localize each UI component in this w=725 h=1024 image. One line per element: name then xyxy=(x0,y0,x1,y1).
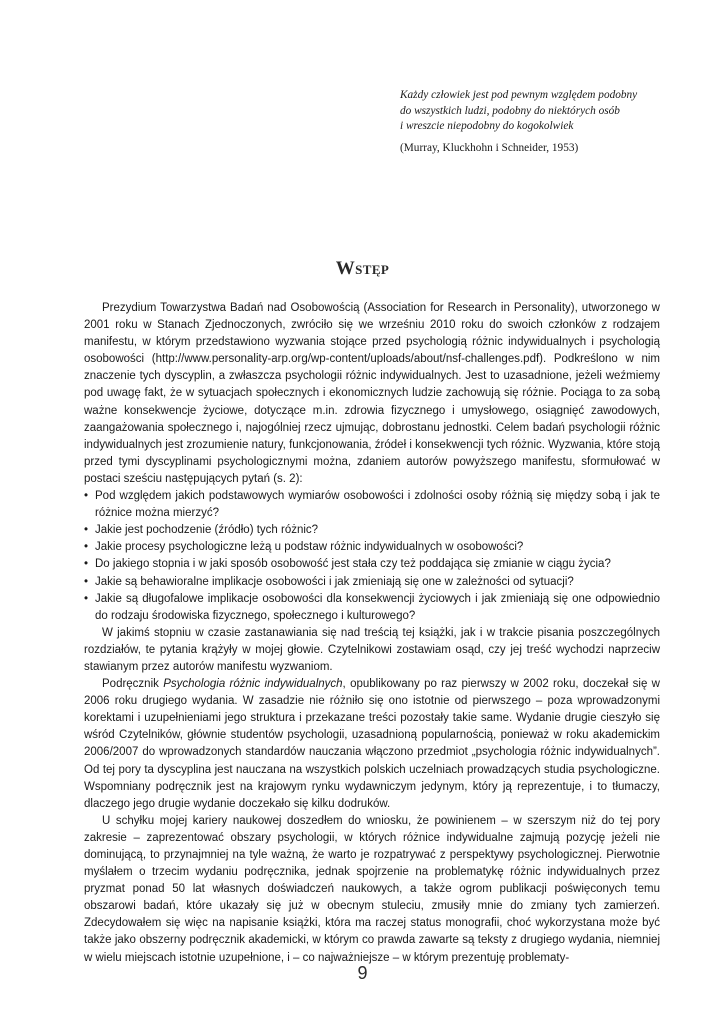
bullet-icon xyxy=(84,488,88,505)
paragraph-text: Podręcznik xyxy=(102,678,164,691)
list-item-text: Jakie procesy psychologiczne leżą u podstaw różnic indywidualnych w osobowości? xyxy=(95,541,524,554)
list-item-text: Jakie jest pochodzenie (źródło) tych różnic? xyxy=(95,524,319,537)
list-item xyxy=(84,488,660,522)
list-item-text: Jakie są długofalowe implikacje osobowości dla konsekwencji życiowych i jak zmieniają się one odpowiednio do rodzaju środowiska fizycznego, społecznego i kulturowego? xyxy=(95,592,660,622)
bullet-icon xyxy=(84,539,88,556)
list-item xyxy=(84,591,660,625)
chapter-title: Wstęp xyxy=(335,258,390,279)
paragraph: Prezydium Towarzystwa Badań nad Osobowością (Association for Research in Personality), utworzonego w 2001 roku w Stanach Zjednoczonych, zwróciło się we wrześniu 2010 roku do swoich członków z rodzajem manifestu, w którym przedstawiono wyzwania stojące przed psychologią różnic indywidualnych i psychologią osobowości (http://www.personality-arp.org/wp-content/uploads/about/nsf-challenges.pdf). Podkreślono w nim znaczenie tych dyscyplin, a zwłaszcza psychologii różnic indywidualnych. Jest to uzasadnione, jeżeli weźmiemy pod uwagę fakt, że w sytuacjach społecznych i ekonomicznych ludzie zachowują się różnie. Pociąga to za sobą ważne konsekwencje życiowe, dotyczące m.in. zdrowia fizycznego i umysłowego, osiągnięć zawodowych, zaangażowania społecznego i, najogólniej rzecz ujmując, dobrostanu jednostki. Celem badań psychologii różnic indywidualnych jest zrozumienie natury, funkcjonowania, źródeł i konsekwencji tych różnic. Wyzwania, które stoją przed tymi dyscyplinami psychologicznymi można, zdaniem autorów powyższego manifestu, sformułować w postaci sześciu następujących pytań (s. 2): xyxy=(84,302,660,485)
bullet-icon xyxy=(84,591,88,608)
question-list xyxy=(84,488,660,625)
epigraph-source: (Murray, Kluckhohn i Schneider, 1953) xyxy=(400,141,579,154)
book-title: Psychologia różnic indywidualnych xyxy=(163,678,343,691)
page-number: 9 xyxy=(357,963,368,983)
epigraph-line: Każdy człowiek jest pod pewnym względem podobny xyxy=(400,89,638,101)
paragraph xyxy=(84,676,660,813)
bullet-icon xyxy=(84,522,88,539)
bullet-icon xyxy=(84,556,88,573)
epigraph-line: do wszystkich ludzi, podobny do niektórych osób xyxy=(400,104,620,117)
body-text xyxy=(84,300,660,967)
paragraph: W jakimś stopniu w czasie zastanawiania się nad treścią tej książki, jak i w trakcie pisania poszczególnych rozdziałów, te pytania krążyły w mojej głowie. Czytelnikowi zostawiam osąd, czy jej treść wychodzi naprzeciw stawianym przez autorów manifestu wyzwaniom. xyxy=(84,626,660,673)
paragraph-text: , opublikowany po raz pierwszy w 2002 roku, doczekał się w 2006 roku drugiego wydania. W zasadzie nie różniło się ono istotnie od pierwszego – poza wprowadzonymi korektami i uzupełnieniami jego struktura i przekazane treści pozostały takie same. Wydanie drugie cieszyło się wśród Czytelników, głównie studentów psychologii, uzasadnioną popularnością, ponieważ w roku akademickim 2006/2007 do wprowadzonych standardów nauczania włączono przedmiot „psychologia różnic indywidualnych”. Od tej pory ta dyscyplina jest nauczana na wszystkich polskich uczelniach prowadzących studia psychologiczne. Wspomniany podręcznik jest na krajowym rynku wydawniczym jedynym, który ją reprezentuje, i to tłumaczy, dlaczego jego drugie wydanie doczekało się kilku dodruków. xyxy=(84,678,660,810)
list-item xyxy=(84,539,660,556)
list-item-text: Jakie są behawioralne implikacje osobowości i jak zmieniają się one w zależności od sytuacji? xyxy=(95,575,574,588)
epigraph xyxy=(400,88,700,156)
list-item xyxy=(84,556,660,573)
list-item-text: Do jakiego stopnia i w jaki sposób osobowość jest stała czy też poddająca się zmianie w ciągu życia? xyxy=(95,558,611,571)
epigraph-line: i wreszcie niepodobny do kogokolwiek xyxy=(400,120,574,133)
list-item xyxy=(84,522,660,539)
list-item xyxy=(84,574,660,591)
list-item-text: Pod względem jakich podstawowych wymiarów osobowości i zdolności osoby różnią się między sobą i jak te różnice można mierzyć? xyxy=(95,490,660,520)
paragraph: U schyłku mojej kariery naukowej doszedłem do wniosku, że powinienem – w szerszym niż do tej pory zakresie – zaprezentować obszary psychologii, w których różnice indywidualne zajmują pozycję jeżeli nie dominującą, to przynajmniej na tyle ważną, że warto je rozpatrywać z perspektywy psychologicznej. Pierwotnie myślałem o trzecim wydaniu podręcznika, jednak spojrzenie na problematykę różnic indywidualnych przez pryzmat ponad 50 lat własnych doświadczeń naukowych, a także ogrom publikacji poświęconych temu obszarowi badań, które ukazały się już w obecnym stuleciu, zmusiły mnie do zmiany tych zamierzeń. Zdecydowałem się więc na napisanie książki, która ma raczej status monografii, choć wykorzystana może być także jako obszerny podręcznik akademicki, w którym co prawda zawarte są teksty z drugiego wydania, niemniej w wielu miejscach istotnie uzupełnione, i – co najważniejsze – w którym prezentuję problematy- xyxy=(84,814,660,964)
bullet-icon xyxy=(84,574,88,591)
